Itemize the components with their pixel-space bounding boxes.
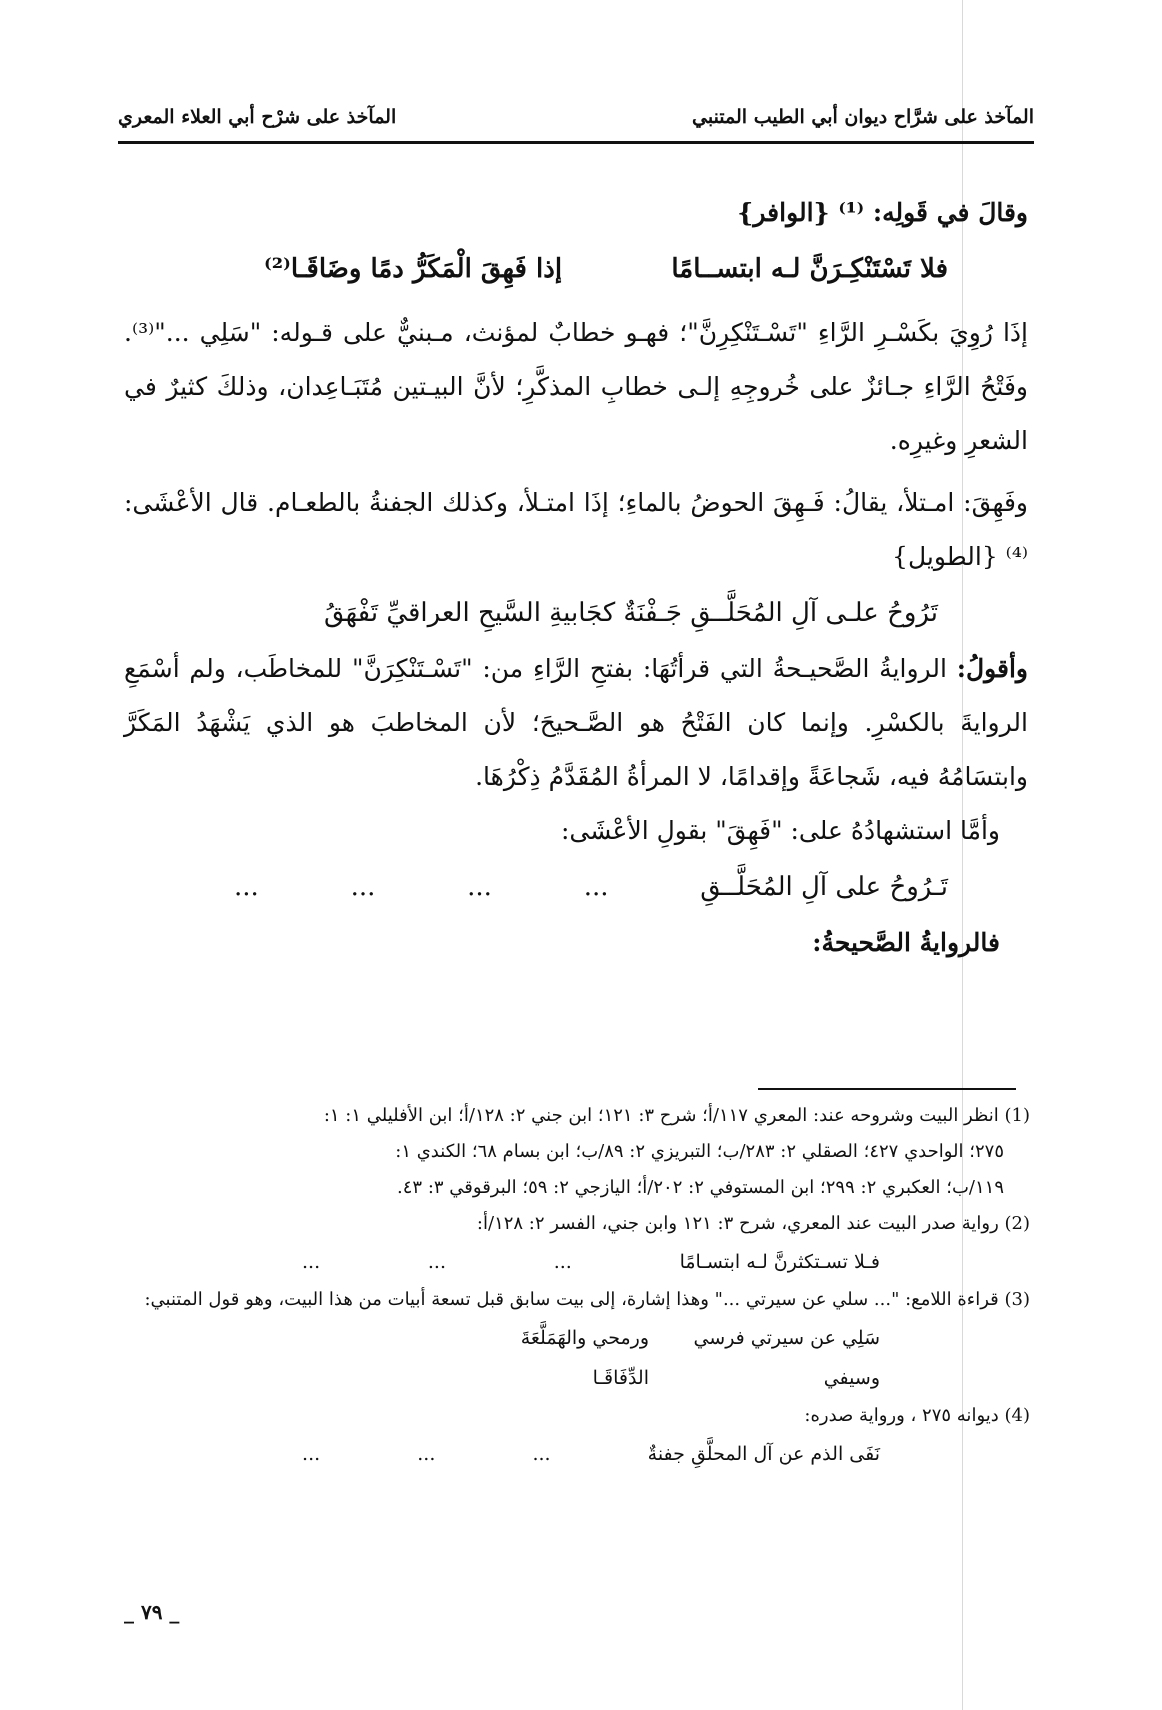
footnote-4-ellipsis: ... [302,1443,321,1465]
footnote-3-verse [122,1318,1030,1398]
footnote-3-verse-second: ورمحي والهَمَلَّعَةَ الدِّفَاقَـا [520,1327,649,1389]
main-text [124,186,1028,970]
paragraph-4: وأمَّا استشهادُهُ على: "فَهِقَ" بقولِ الأعْشَى: [560,816,1000,845]
footnote-4-text: (4) ديوانه ٢٧٥ ، ورواية صدره: [804,1405,1030,1426]
paragraph-1: إذَا رُوِيَ بكَسْـرِ الرَّاءِ "تَسْـتَنْكِرِنَّ"؛ فهـو خطابٌ لمؤنث، مـبنيٌّ على قـوله: "سَلِي ..."⁽³⁾. وفَتْحُ الرَّاءِ جـائزٌ على خُروجِهِ إلـى خطابِ المذكَّرِ؛ لأنَّ البيـتين مُتَبَـاعِدان، وذلكَ كثيرٌ في الشعرِ وغيرِه. [124,318,1028,455]
page-number: _ ٧٩ _ [124,1600,180,1624]
footnote-2-ellipsis: ... [427,1251,446,1273]
verse-1-second-hemistich: إذا فَهِقَ الْمَكَرُّ دمًا وضَاقَـا⁽²⁾ [264,254,563,284]
verse-2 [124,584,1028,642]
footnote-2-verse [122,1242,1030,1282]
paragraph-3-lead: وأقولُ: [956,654,1028,683]
footnote-2-ellipsis: ... [302,1251,321,1273]
verse-3-ellipsis: ... [467,872,492,902]
header-rule [118,141,1034,144]
header-right-title: المآخذ على شرَّاح ديوان أبي الطيب المتنبي [692,106,1034,128]
verse-3-ellipsis: ... [583,872,609,902]
footnote-1-line: ١١٩/ب؛ العكبري ٢: ٢٩٩؛ ابن المستوفي ٢: ٢٠٢/أ؛ اليازجي ٢: ٥٩؛ البرقوقي ٣: ٤٣. [397,1177,1004,1198]
footnote-4-ellipsis: ... [532,1443,551,1465]
intro-line: وقالَ في قَولِه: ⁽¹⁾ {الوافر} [737,198,1028,227]
footnote-2-text: (2) رواية صدر البيت عند المعري، شرح ٣: ١٢١ وابن جني، الفسر ٢: ١٢٨/أ: [476,1213,1030,1234]
running-header [118,96,1034,138]
verse-3-first-hemistich: تَـرُوحُ على آلِ المُحَلَّــقِ [700,872,948,902]
paragraph-2: وفَهِقَ: امـتلأ، يقالُ: فَـهِقَ الحوضُ بالماءِ؛ إذَا امتـلأ، وكذلك الجفنةُ بالطعـام. قال الأعْشَى: ⁽⁴⁾ {الطويل} [124,488,1028,571]
footnote-4-ellipsis: ... [417,1443,436,1465]
verse-1 [124,240,1028,298]
verse-2-first-hemistich: تَرُوحُ علـى آلِ المُحَلَّــقِ جَـفْنَةٌ [623,598,938,628]
footnotes [122,1098,1030,1474]
footnote-3-verse-first: سَلِي عن سيرتي فرسي وسيفي [693,1327,880,1389]
paragraph-5: فالروايةُ الصَّحيحةُ: [812,928,1000,957]
header-left-title: المآخذ على شرْح أبي العلاء المعري [118,106,397,128]
footnote-4-verse-first: نَفَى الذم عن آل المحلَّقِ جفنةٌ [647,1443,880,1465]
paragraph-3-body: الروايةُ الصَّحيـحةُ التي قرأتُهَا: بفتحِ الرَّاءِ من: "تَسْـتَنْكِرَنَّ" للمخاطَب، ولم أسْمَعِ الروايةَ بالكسْرِ. وإنما كان الفَتْحُ هو الصَّـحيحَ؛ لأن المخاطبَ هو الذي يَشْهَدُ المَكَرَّ وابتسَامُهُ فيه، شَجاعَةً وإقدامًا، لا المرأةُ المُقَدَّمُ ذِكْرُهَا. [124,654,1028,791]
footnote-1-line: (1) انظر البيت وشروحه عند: المعري ١١٧/أ؛ شرح ٣: ١٢١؛ ابن جني ٢: ١٢٨/أ؛ ابن الأفليلي ١: ١: [323,1105,1030,1126]
footnote-2-ellipsis: ... [553,1251,572,1273]
footnote-1-line: ٢٧٥؛ الواحدي ٤٢٧؛ الصقلي ٢: ٢٨٣/ب؛ التبريزي ٢: ٨٩/ب؛ ابن بسام ٦٨؛ الكندي ١: [395,1141,1004,1162]
footnote-rule [758,1088,1016,1090]
verse-2-second-hemistich: كجَابيةِ السَّيحِ العراقيِّ تَفْهَقُ [324,598,616,628]
verse-3-ellipsis: ... [350,872,376,902]
footnote-4-verse [122,1434,1030,1474]
verse-3-ellipsis: ... [234,872,259,902]
verse-1-first-hemistich: فلا تَسْتَنْكِـرَنَّ لـه ابتســامًا [671,254,948,284]
verse-3 [124,858,1028,916]
footnote-3-text: (3) قراءة اللامع: "... سلي عن سيرتي ..." وهذا إشارة، إلى بيت سابق قبل تسعة أبيات من هذا البيت، وهو قول المتنبي: [144,1289,1030,1310]
paragraph-3 [124,642,1028,804]
footnote-2-verse-first: فـلا تسـتكثرنَّ لـه ابتسـامًا [679,1251,880,1273]
